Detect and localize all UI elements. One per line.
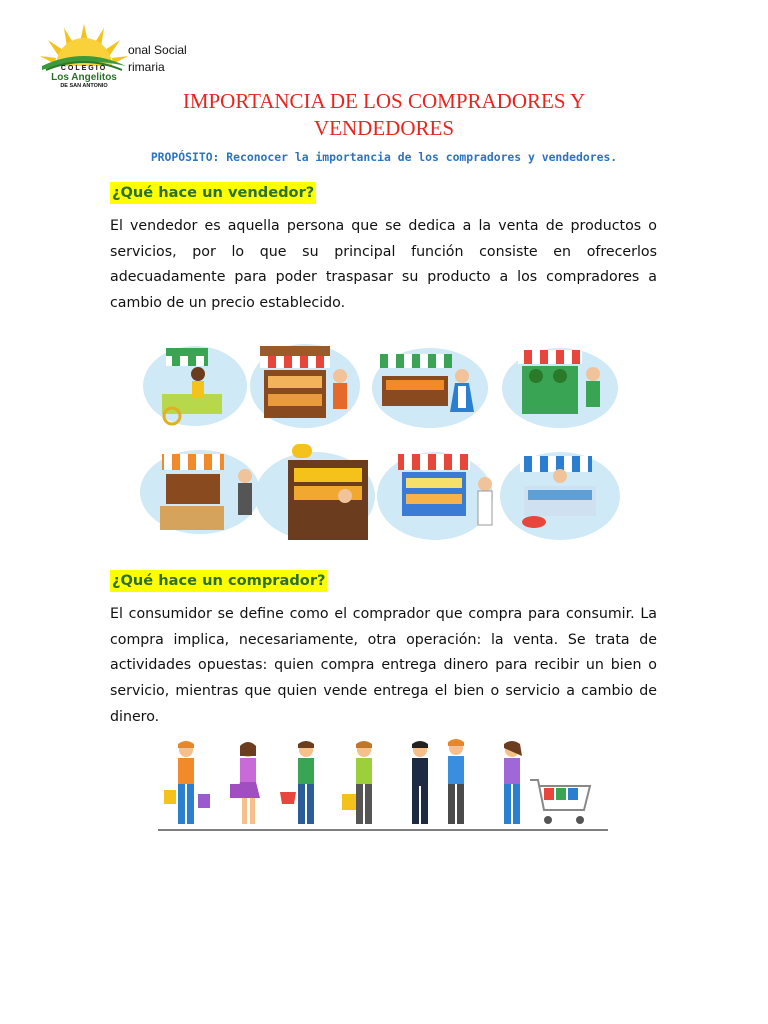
page-title-line-1: IMPORTANCIA DE LOS COMPRADORES Y [182,89,586,113]
shopper-4 [342,741,372,824]
stall-4 [502,348,618,428]
market-stalls-illustration [140,336,630,546]
heading-vendedor: ¿Qué hace un vendedor? [110,182,316,204]
stall-7 [377,452,493,540]
page-title-line-2: VENDEDORES [314,116,454,140]
paragraph-vendedor: El vendedor es aquella persona que se dedica a la venta de productos o servicios, por lo que su principal función consiste en ofrecerlos adecuadamente para poder traspasar su producto a los compradores a cambio de un precio establecido. [110,218,657,312]
school-logo [34,20,134,90]
school-info [128,42,187,76]
logo-colegio-text: COLEGIO [60,65,108,72]
shopper-3 [280,741,314,824]
shopper-2 [230,742,260,824]
school-info-line-1: onal Social [128,43,187,57]
purpose-statement: PROPÓSITO: Reconocer la importancia de los compradores y vendedores. [150,150,618,164]
page-title [0,88,768,142]
stall-6 [255,444,375,540]
shopper-7 [504,741,522,824]
paragraph-comprador: El consumidor se define como el comprador que compra para consumir. La compra implica, necesariamente, otra operación: la venta. Se trata de actividades opuestas: quien compra entrega dinero para recibir un bien o servicio, mientras que quien vende entrega el bien o servicio a cambio de dinero. [110,606,657,725]
heading-comprador: ¿Qué hace un comprador? [110,570,327,592]
shopper-1 [164,741,210,824]
stall-1 [143,346,247,426]
stall-5 [140,450,260,534]
shopper-5 [412,741,428,824]
stall-3 [372,348,488,428]
school-info-line-2: rimaria [128,60,165,74]
logo-sub-text: DE SAN ANTONIO [60,83,108,89]
stall-2 [250,344,360,428]
shopper-6 [448,739,464,824]
stall-8 [500,452,620,540]
shopping-cart-icon [530,780,590,824]
logo-name-text: Los Angelitos [51,72,117,83]
shoppers-illustration [156,738,612,834]
